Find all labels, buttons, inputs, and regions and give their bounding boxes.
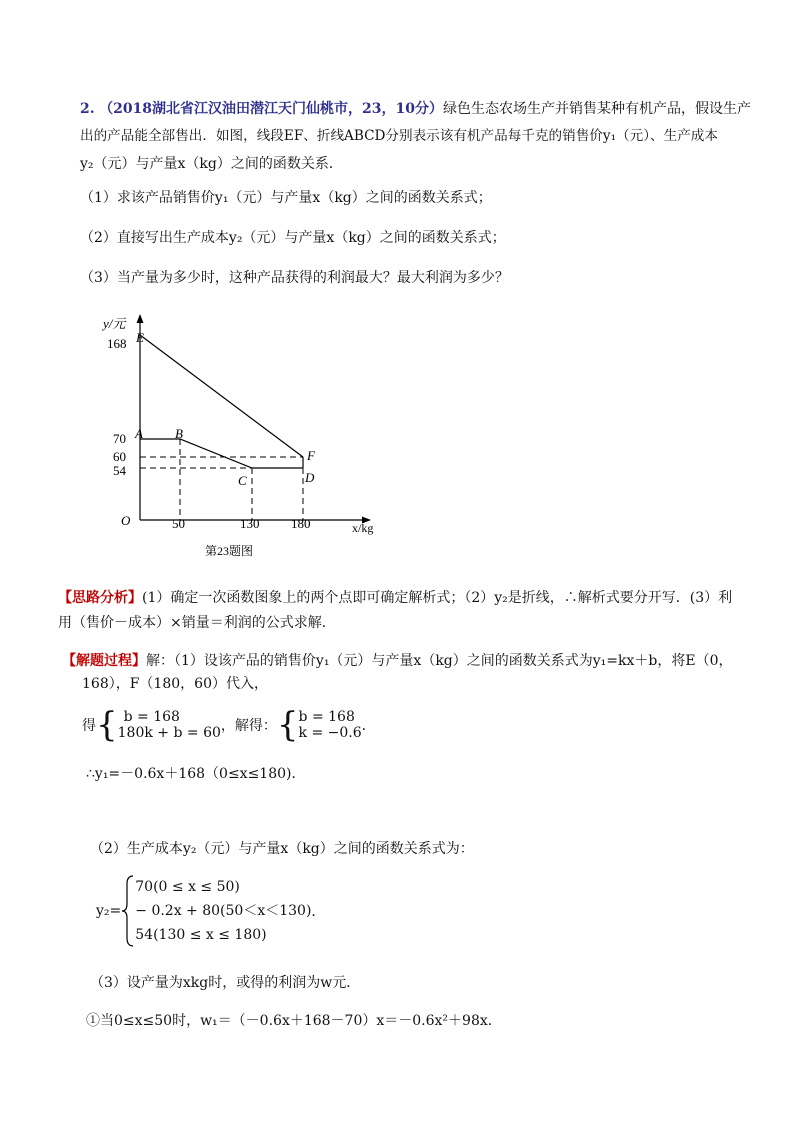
solution-line-2: 168），F（180，60）代入， (82, 676, 268, 692)
result-brace-left: { (276, 705, 299, 745)
y2-case-3: 54(130 ≤ x ≤ 180) (135, 927, 267, 943)
origin-label: O (121, 513, 131, 528)
x-tick-180: 180 (291, 516, 311, 531)
system-eq-2: 180k + b = 60 (117, 725, 221, 741)
y-tick-54: 54 (113, 463, 126, 478)
part3-intro: （3）设产量为xkg时，或得的利润为w元． (90, 975, 361, 991)
y-axis-label: y/元 (103, 316, 126, 331)
y2-case-2: − 0.2x + 80(50＜x＜130) (135, 903, 312, 919)
problem-source: （2018湖北省江汉油田潜江天门仙桃市，23，10分） (99, 101, 444, 117)
figure-caption: 第23题图 (205, 544, 254, 558)
point-B: B (175, 426, 183, 441)
case-a: ①当0≤x≤50时，w₁＝（－0.6x＋168－70）x＝－0.6x²＋98x． (86, 1013, 502, 1029)
question-3: （3）当产量为多少时，这种产品获得的利润最大？最大利润为多少？ (80, 270, 509, 286)
part2-intro: （2）生产成本y₂（元）与产量x（kg）之间的函数关系式为： (90, 841, 474, 857)
point-E: E (136, 330, 144, 345)
y2-end: ． (311, 904, 326, 920)
system-end: ． (361, 718, 376, 734)
problem-line-1 (80, 99, 751, 119)
polyline-ABCD (140, 439, 303, 468)
problem-stem-1: 绿色生态农场生产并销售某种有机产品，假设生产 (443, 101, 752, 117)
piecewise-y2 (96, 874, 325, 948)
y1-result: ∴y₁=－0.6x＋168（0≤x≤180)． (86, 766, 306, 782)
problem-number: 2. (80, 101, 95, 117)
solution-line-1 (62, 650, 733, 670)
analysis-line-1 (58, 587, 732, 607)
x-axis-label: x/kg (352, 521, 374, 535)
y-axis-arrow (137, 314, 144, 323)
problem-line-3: y₂（元）与产量x（kg）之间的函数关系． (80, 156, 343, 172)
analysis-tag: 【思路分析】 (58, 590, 142, 606)
result-2: k = −0.6 (298, 725, 362, 741)
point-C: C (238, 473, 247, 488)
system-eq-1: b = 168 (123, 709, 180, 725)
x-tick-50: 50 (172, 516, 185, 531)
x-tick-130: 130 (240, 516, 260, 531)
analysis-text-1: (1）确定一次函数图象上的两个点即可确定解析式；（2）y₂是折线，∴解析式要分开写．(3）利 (142, 590, 733, 606)
solution-text-1: 解：（1）设该产品的销售价y₁（元）与产量x（kg）之间的函数关系式为y₁=kx＋b，将E（0， (146, 653, 733, 669)
equation-system (82, 705, 376, 745)
system-mid: ，解得： (220, 718, 277, 734)
system-brace-left: { (96, 705, 118, 745)
y2-case-1: 70(0 ≤ x ≤ 50) (135, 879, 240, 895)
question-1: （1）求该产品销售价y₁（元）与产量x（kg）之间的函数关系式； (80, 190, 492, 206)
solution-tag: 【解题过程】 (62, 653, 146, 669)
y-tick-70: 70 (113, 431, 126, 446)
problem-line-2: 出的产品能全部售出．如图，线段EF、折线ABCD分别表示该有机产品每千克的销售价y₁（元）、生产成本 (80, 128, 718, 144)
analysis-line-2: 用（售价－成本）×销量＝利润的公式求解． (58, 615, 336, 631)
question-2: （2）直接写出生产成本y₂（元）与产量x（kg）之间的函数关系式； (80, 230, 506, 246)
system-equations (118, 709, 221, 741)
point-D: D (305, 470, 315, 485)
point-F: F (307, 448, 315, 463)
y2-label: y₂= (96, 903, 122, 919)
system-results (299, 709, 362, 741)
y-tick-60: 60 (113, 449, 126, 464)
result-1: b = 168 (298, 709, 355, 725)
system-prefix: 得 (82, 718, 96, 734)
piecewise-cases (135, 875, 311, 947)
point-A: A (135, 426, 143, 441)
piecewise-brace (121, 874, 135, 948)
function-graph (95, 310, 405, 570)
y-tick-168: 168 (107, 336, 127, 351)
